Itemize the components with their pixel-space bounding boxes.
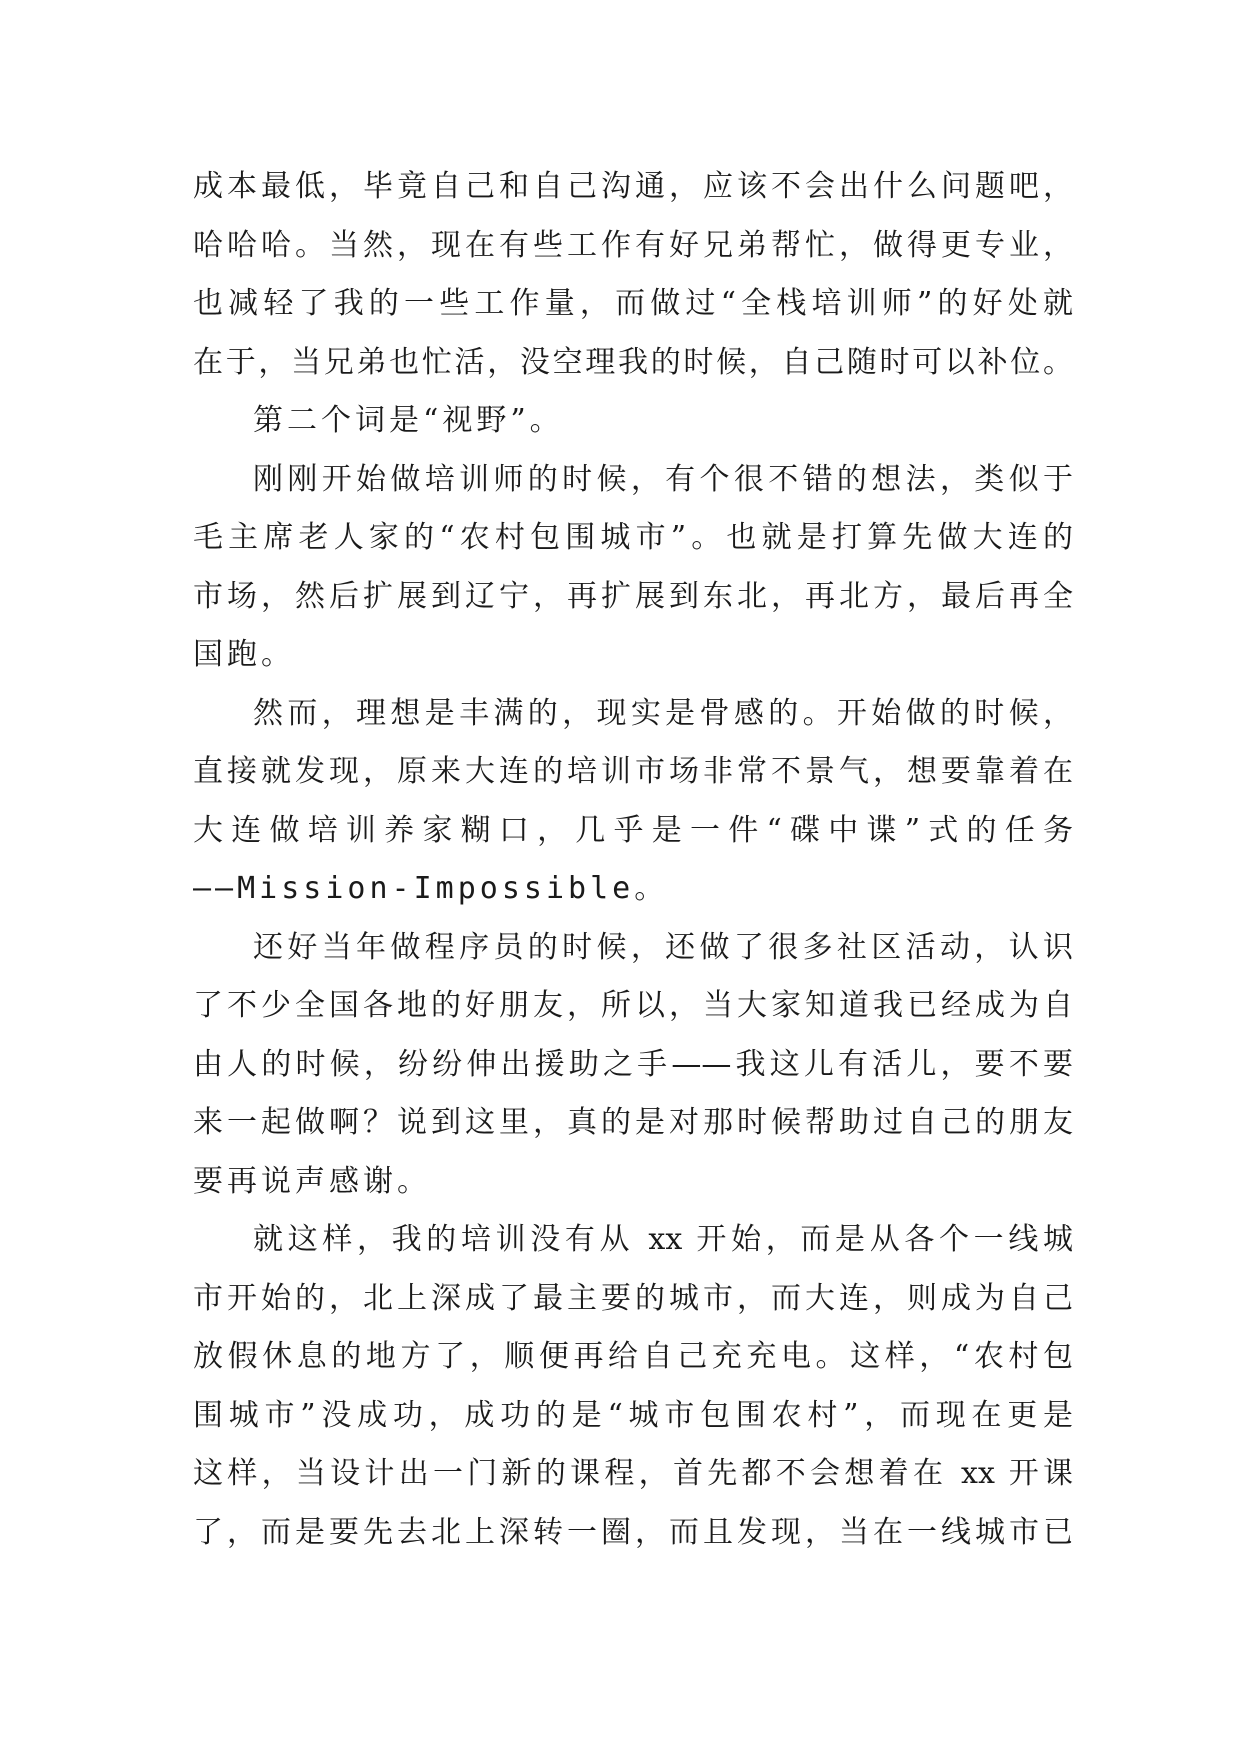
- text-line: 然而，理想是丰满的，现实是骨感的。开始做的时候，: [253, 695, 1073, 731]
- text-line: 来一起做啊？说到这里，真的是对那时候帮助过自己的朋友: [193, 1105, 1073, 1140]
- text-line: 围城市”没成功，成功的是“城市包围农村”，而现在更是: [193, 1397, 1073, 1433]
- text-line: 直接就发现，原来大连的培训市场非常不景气，想要靠着在: [193, 754, 1073, 789]
- text-line: 市场，然后扩展到辽宁，再扩展到东北，再北方，最后再全: [193, 578, 1073, 614]
- text-line: 国跑。: [193, 637, 295, 672]
- text-line: 就这样，我的培训没有从 xx 开始，而是从各个一线城: [253, 1222, 1073, 1257]
- text-line: 毛主席老人家的“农村包围城市”。也就是打算先做大连的: [193, 520, 1073, 555]
- text-line: ——Mission-Impossible。: [193, 871, 669, 906]
- text-line: 由人的时候，纷纷伸出援助之手——我这儿有活儿，要不要: [193, 1046, 1073, 1082]
- text-line: 在于，当兄弟也忙活，没空理我的时候，自己随时可以补位。: [193, 344, 1073, 380]
- text-line: 了不少全国各地的好朋友，所以，当大家知道我已经成为自: [193, 988, 1073, 1023]
- text-line: 要再说声感谢。: [193, 1163, 431, 1199]
- text-line: 这样，当设计出一门新的课程，首先都不会想着在 xx 开课: [193, 1456, 1073, 1491]
- text-line: 第二个词是“视野”。: [253, 403, 564, 438]
- text-line: 市开始的，北上深成了最主要的城市，而大连，则成为自己: [193, 1280, 1073, 1316]
- text-line: 成本最低，毕竟自己和自己沟通，应该不会出什么问题吧，: [193, 169, 1073, 204]
- text-line: 哈哈哈。当然，现在有些工作有好兄弟帮忙，做得更专业，: [193, 227, 1073, 263]
- text-line: 了，而是要先去北上深转一圈，而且发现，当在一线城市已: [193, 1514, 1073, 1550]
- text-line: 还好当年做程序员的时候，还做了很多社区活动，认识: [253, 929, 1073, 965]
- text-line: 放假休息的地方了，顺便再给自己充充电。这样，“农村包: [193, 1339, 1073, 1374]
- text-line: 大连做培训养家糊口，几乎是一件“碟中谍”式的任务: [193, 812, 1073, 848]
- text-line: 也减轻了我的一些工作量，而做过“全栈培训师”的好处就: [193, 286, 1073, 321]
- text-line: 刚刚开始做培训师的时候，有个很不错的想法，类似于: [253, 461, 1073, 497]
- document-body: [193, 158, 1073, 1562]
